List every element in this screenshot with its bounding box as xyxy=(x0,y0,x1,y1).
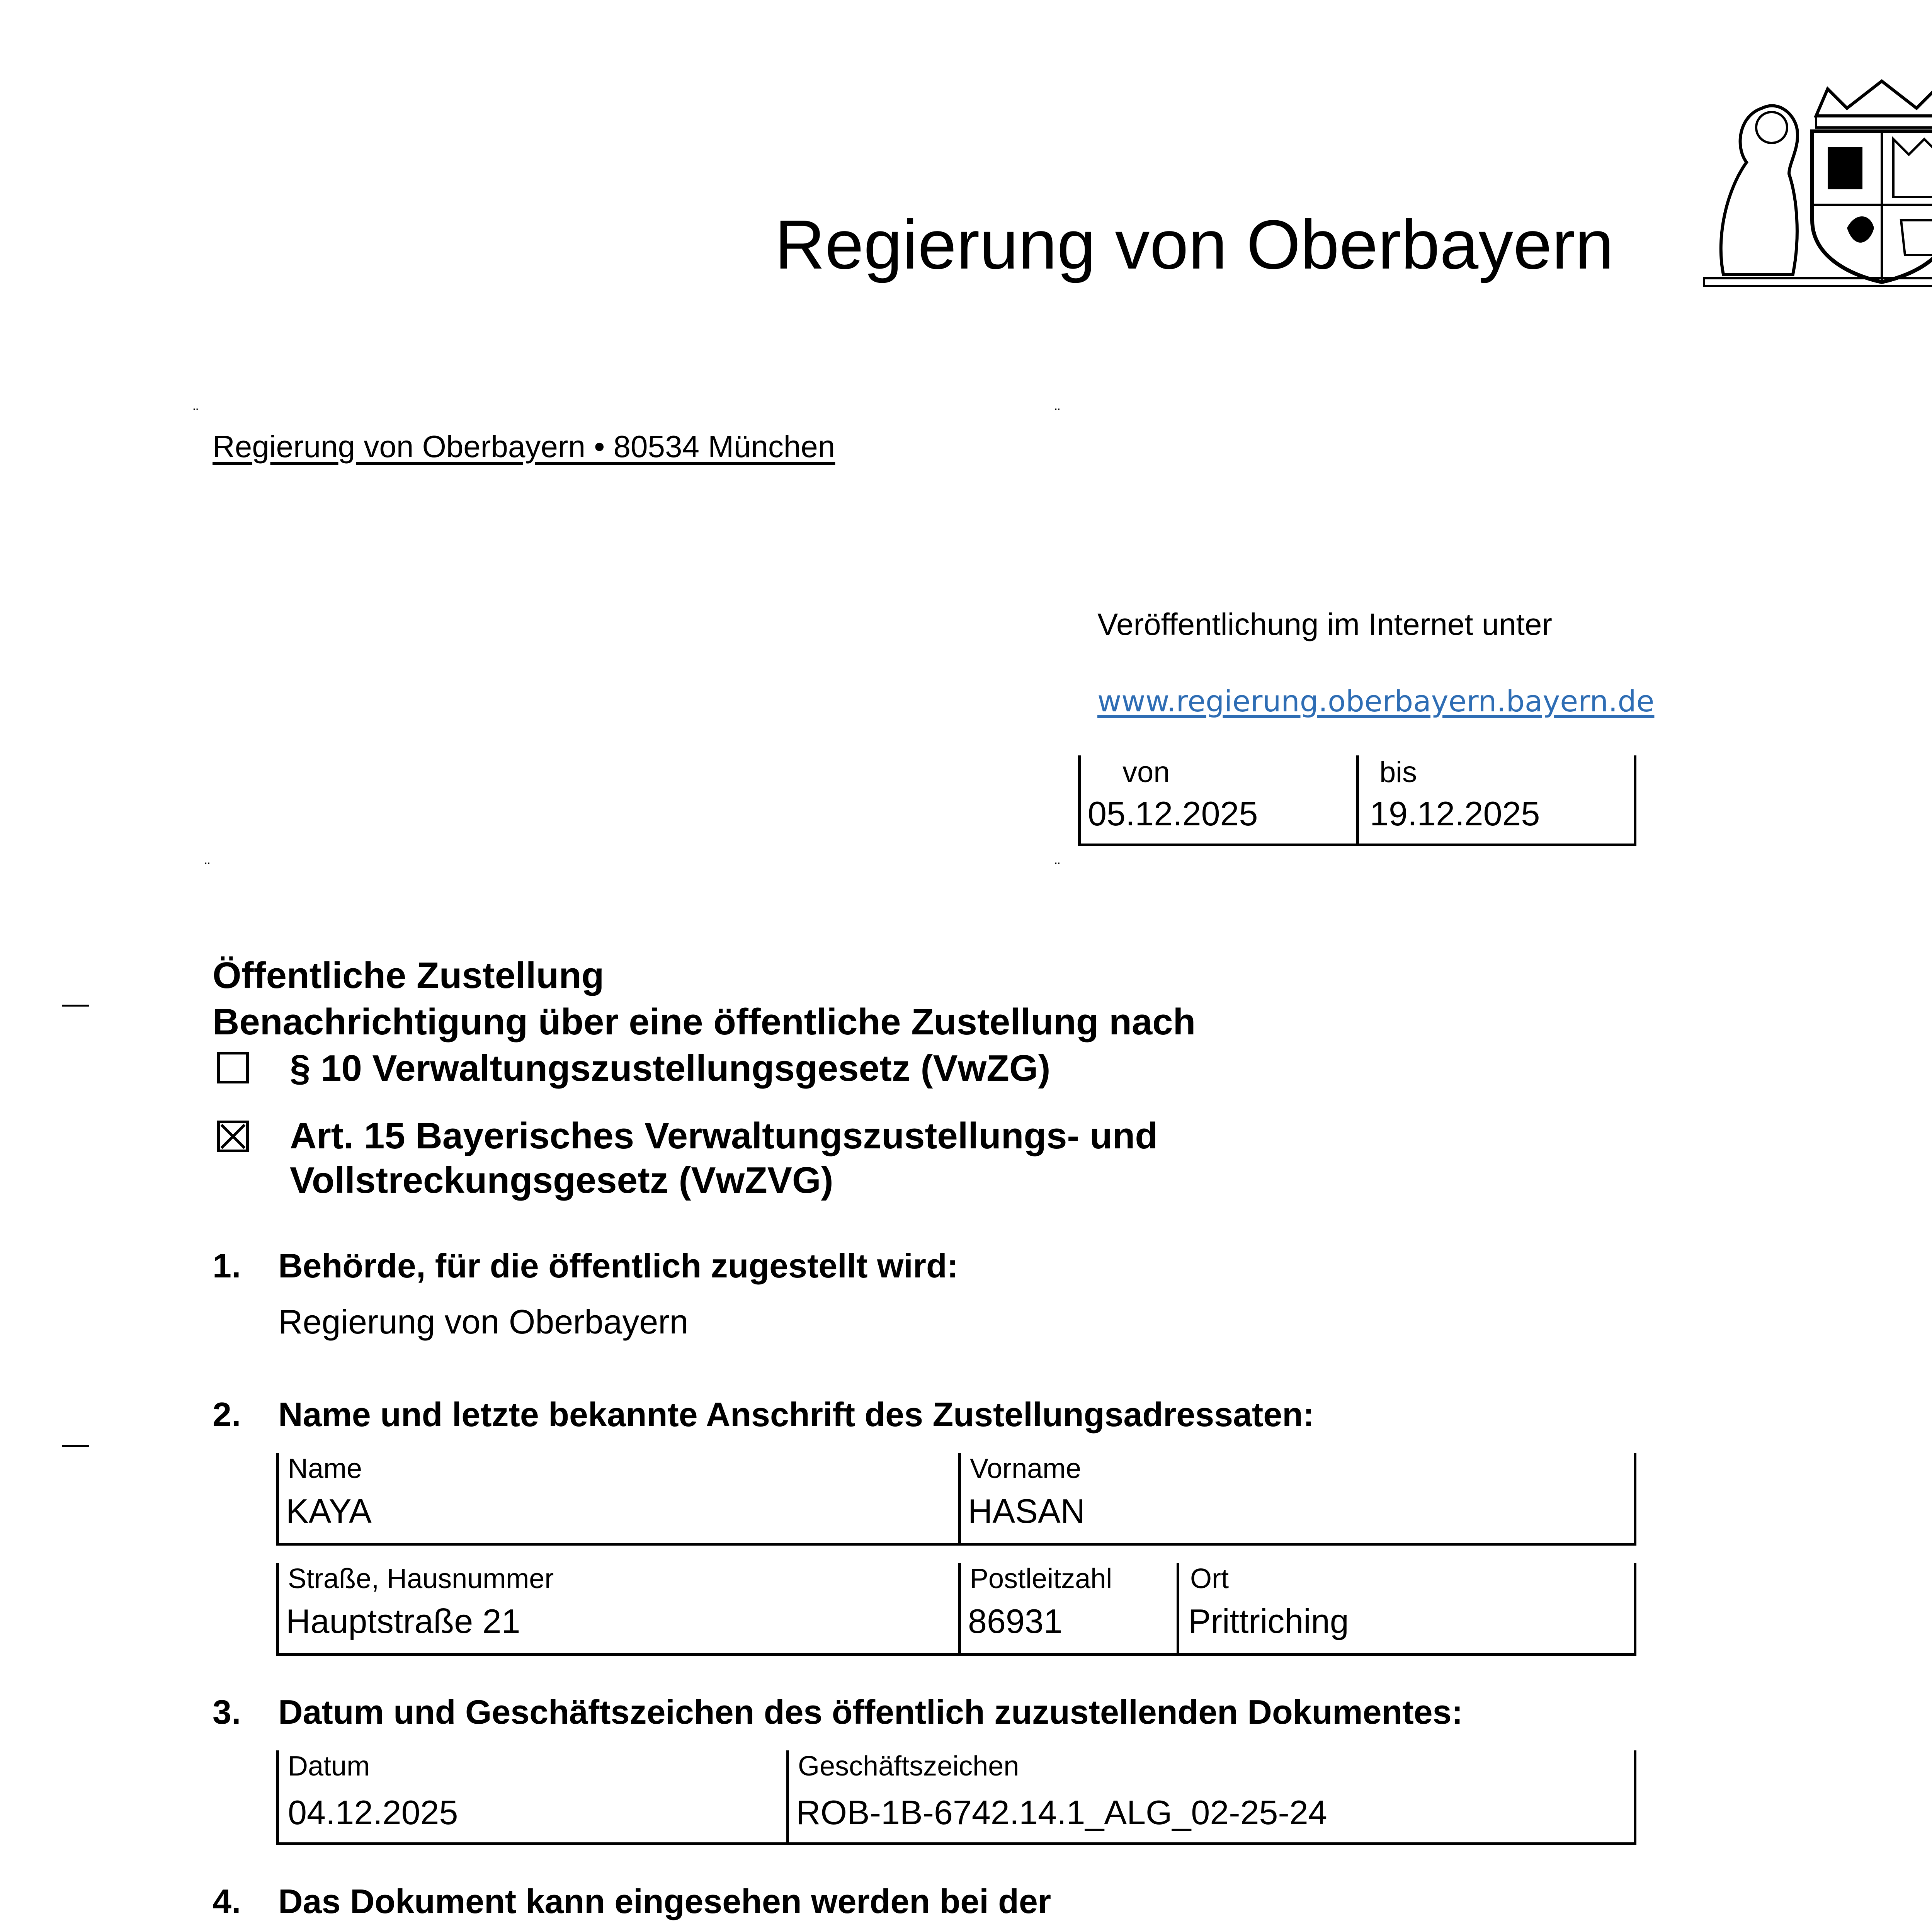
publication-label: Veröffentlichung im Internet unter xyxy=(1097,607,1553,641)
checkbox-vwzg[interactable] xyxy=(217,1052,249,1083)
checkbox-vwzvg[interactable] xyxy=(217,1121,249,1152)
coat-of-arms-logo xyxy=(1700,73,1932,290)
authority-title: Regierung von Oberbayern xyxy=(775,206,1614,284)
addressee-address-table xyxy=(276,1563,1636,1656)
fold-mark xyxy=(62,1005,89,1007)
publication-period-box xyxy=(1078,755,1636,846)
name-value: KAYA xyxy=(286,1492,372,1530)
sender-line: Regierung von Oberbayern • 80534 München xyxy=(213,429,835,464)
street-label: Straße, Hausnummer xyxy=(288,1563,554,1594)
date-label: Datum xyxy=(288,1751,370,1782)
section-2-number: 2. xyxy=(213,1395,241,1434)
section-3-number: 3. xyxy=(213,1693,241,1731)
fold-mark xyxy=(62,1445,89,1447)
option-vwzvg-line2: Vollstreckungsgesetz (VwZVG) xyxy=(290,1160,833,1201)
date-value: 04.12.2025 xyxy=(288,1793,458,1832)
from-date: 05.12.2025 xyxy=(1088,794,1258,833)
name-label: Name xyxy=(288,1453,362,1484)
notice-title: Öffentliche Zustellung xyxy=(213,955,604,996)
section-4-number: 4. xyxy=(213,1882,241,1920)
zip-value: 86931 xyxy=(968,1602,1063,1640)
document-reference-table xyxy=(276,1750,1636,1845)
publication-url[interactable]: www.regierung.oberbayern.bayern.de xyxy=(1097,684,1655,718)
addressee-name-table xyxy=(276,1453,1636,1546)
option-vwzvg-line1: Art. 15 Bayerisches Verwaltungszustellungs- und xyxy=(290,1115,1158,1156)
check-cross-icon xyxy=(220,1123,246,1150)
to-label: bis xyxy=(1379,756,1417,789)
option-vwzg-label: § 10 Verwaltungszustellungsgesetz (VwZG) xyxy=(290,1048,1051,1089)
zip-label: Postleitzahl xyxy=(970,1563,1112,1594)
coat-of-arms-icon xyxy=(1700,73,1932,290)
street-value: Hauptstraße 21 xyxy=(286,1602,520,1640)
address-field-mark: ¨ xyxy=(205,860,210,877)
reference-value: ROB-1B-6742.14.1_ALG_02-25-24 xyxy=(796,1793,1327,1832)
to-date: 19.12.2025 xyxy=(1370,794,1540,833)
reference-label: Geschäftszeichen xyxy=(798,1751,1019,1782)
section-2-title: Name und letzte bekannte Anschrift des Zustellungsadressaten: xyxy=(278,1395,1315,1434)
address-field-mark: ¨ xyxy=(193,406,199,423)
address-field-mark: ¨ xyxy=(1055,860,1060,877)
firstname-value: HASAN xyxy=(968,1492,1085,1530)
city-value: Prittriching xyxy=(1188,1602,1349,1640)
firstname-label: Vorname xyxy=(970,1453,1082,1484)
from-label: von xyxy=(1122,756,1170,789)
notice-subtitle: Benachrichtigung über eine öffentliche Zustellung nach xyxy=(213,1001,1196,1043)
section-1-number: 1. xyxy=(213,1247,241,1285)
city-label: Ort xyxy=(1190,1563,1229,1594)
section-1-title: Behörde, für die öffentlich zugestellt wird: xyxy=(278,1247,959,1285)
section-3-title: Datum und Geschäftszeichen des öffentlich zuzustellenden Dokumentes: xyxy=(278,1693,1463,1731)
section-1-value: Regierung von Oberbayern xyxy=(278,1303,689,1341)
section-4-title: Das Dokument kann eingesehen werden bei der xyxy=(278,1882,1051,1920)
address-field-mark: ¨ xyxy=(1055,406,1060,423)
